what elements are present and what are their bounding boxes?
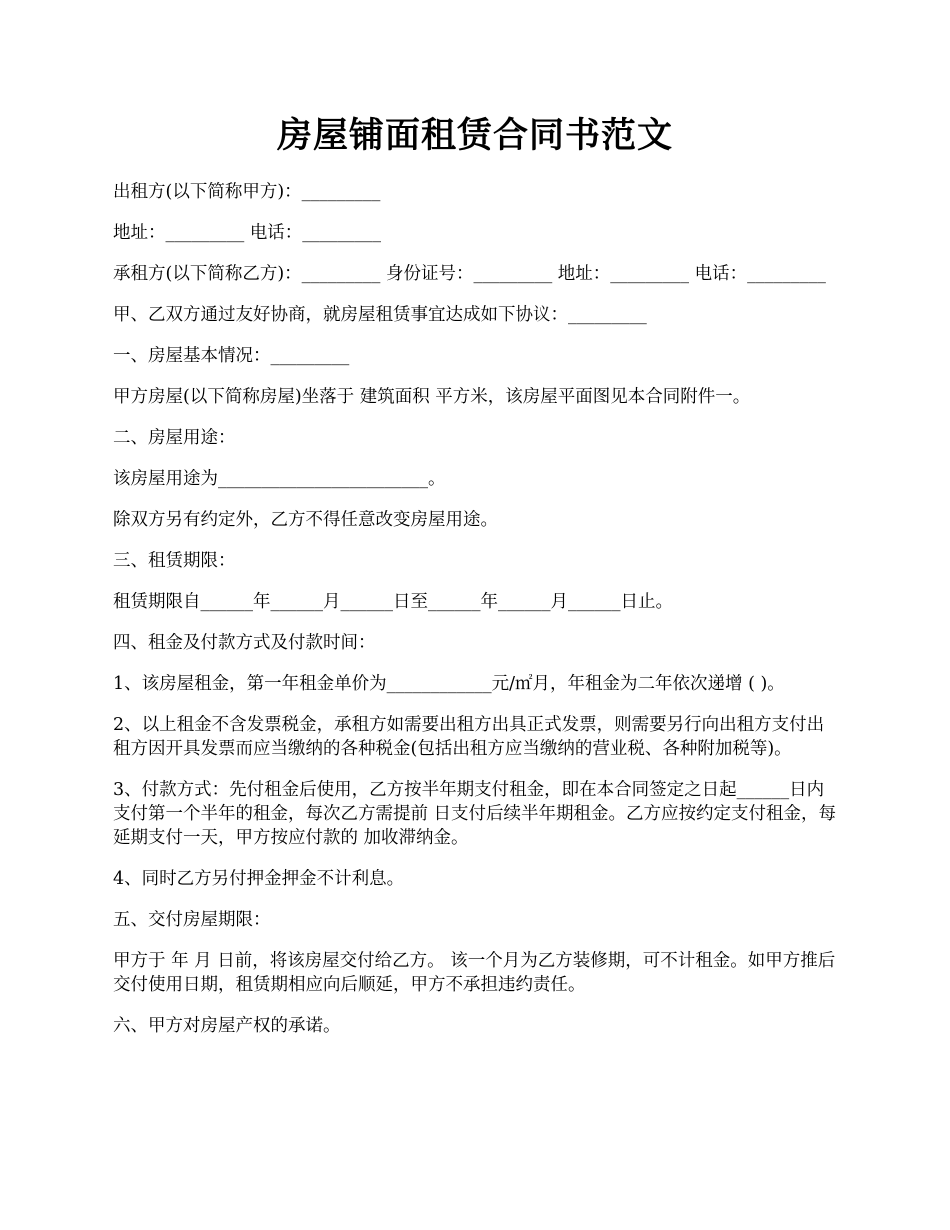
section-heading-2: 二、房屋用途： (113, 428, 236, 448)
paragraph-lease-term: 租赁期限自______年______月______日至______年______月______日止。 (113, 592, 673, 612)
paragraph-agreement-intro: 甲、乙双方通过友好协商，就房屋租赁事宜达成如下协议：_________ (113, 305, 647, 325)
paragraph-house-use: 该房屋用途为________________________。 (113, 469, 446, 489)
paragraph-use-restriction: 除双方另有约定外，乙方不得任意改变房屋用途。 (113, 510, 498, 530)
document-title: 房屋铺面租赁合同书范文 (276, 115, 673, 156)
section-heading-1: 一、房屋基本情况：_________ (113, 346, 350, 366)
document-body (113, 180, 837, 1055)
section-heading-4: 四、租金及付款方式及付款时间： (113, 633, 376, 653)
paragraph-lessee: 承租方(以下简称乙方)：_________ 身份证号：_________ 地址：_________ 电话：_________ (113, 264, 826, 284)
section-heading-6: 六、甲方对房屋产权的承诺。 (113, 1016, 341, 1036)
paragraph-delivery: 甲方于 年 月 日前，将该房屋交付给乙方。 该一个月为乙方装修期，可不计租金。如甲方推后交付使用日期，租赁期相应向后顺延，甲方不承担违约责任。 (113, 951, 836, 995)
paragraph-deposit: 4、同时乙方另付押金押金不计利息。 (113, 869, 405, 889)
paragraph-house-location: 甲方房屋(以下简称房屋)坐落于 建筑面积 平方米，该房屋平面图见本合同附件一。 (113, 387, 751, 407)
paragraph-rent-tax: 2、以上租金不含发票税金，承租方如需要出租方出具正式发票，则需要另行向出租方支付出租方因开具发票而应当缴纳的各种税金(包括出租方应当缴纳的营业税、各种附加税等)。 (113, 715, 825, 759)
section-heading-3: 三、租赁期限： (113, 551, 236, 571)
paragraph-lessor: 出租方(以下简称甲方)：_________ (113, 182, 381, 202)
paragraph-lessor-address: 地址：_________ 电话：_________ (113, 223, 382, 243)
paragraph-rent-price: 1、该房屋租金，第一年租金单价为____________元/㎡月，年租金为二年依次递增 ( )。 (113, 674, 785, 694)
section-heading-5: 五、交付房屋期限： (113, 910, 271, 930)
paragraph-payment-method: 3、付款方式：先付租金后使用，乙方按半年期支付租金，即在本合同签定之日起______日内支付第一个半年的租金，每次乙方需提前 日支付后续半年期租金。乙方应按约定支付租金，每延期支付一天，甲方按应付款的 加收滞纳金。 (113, 780, 837, 848)
